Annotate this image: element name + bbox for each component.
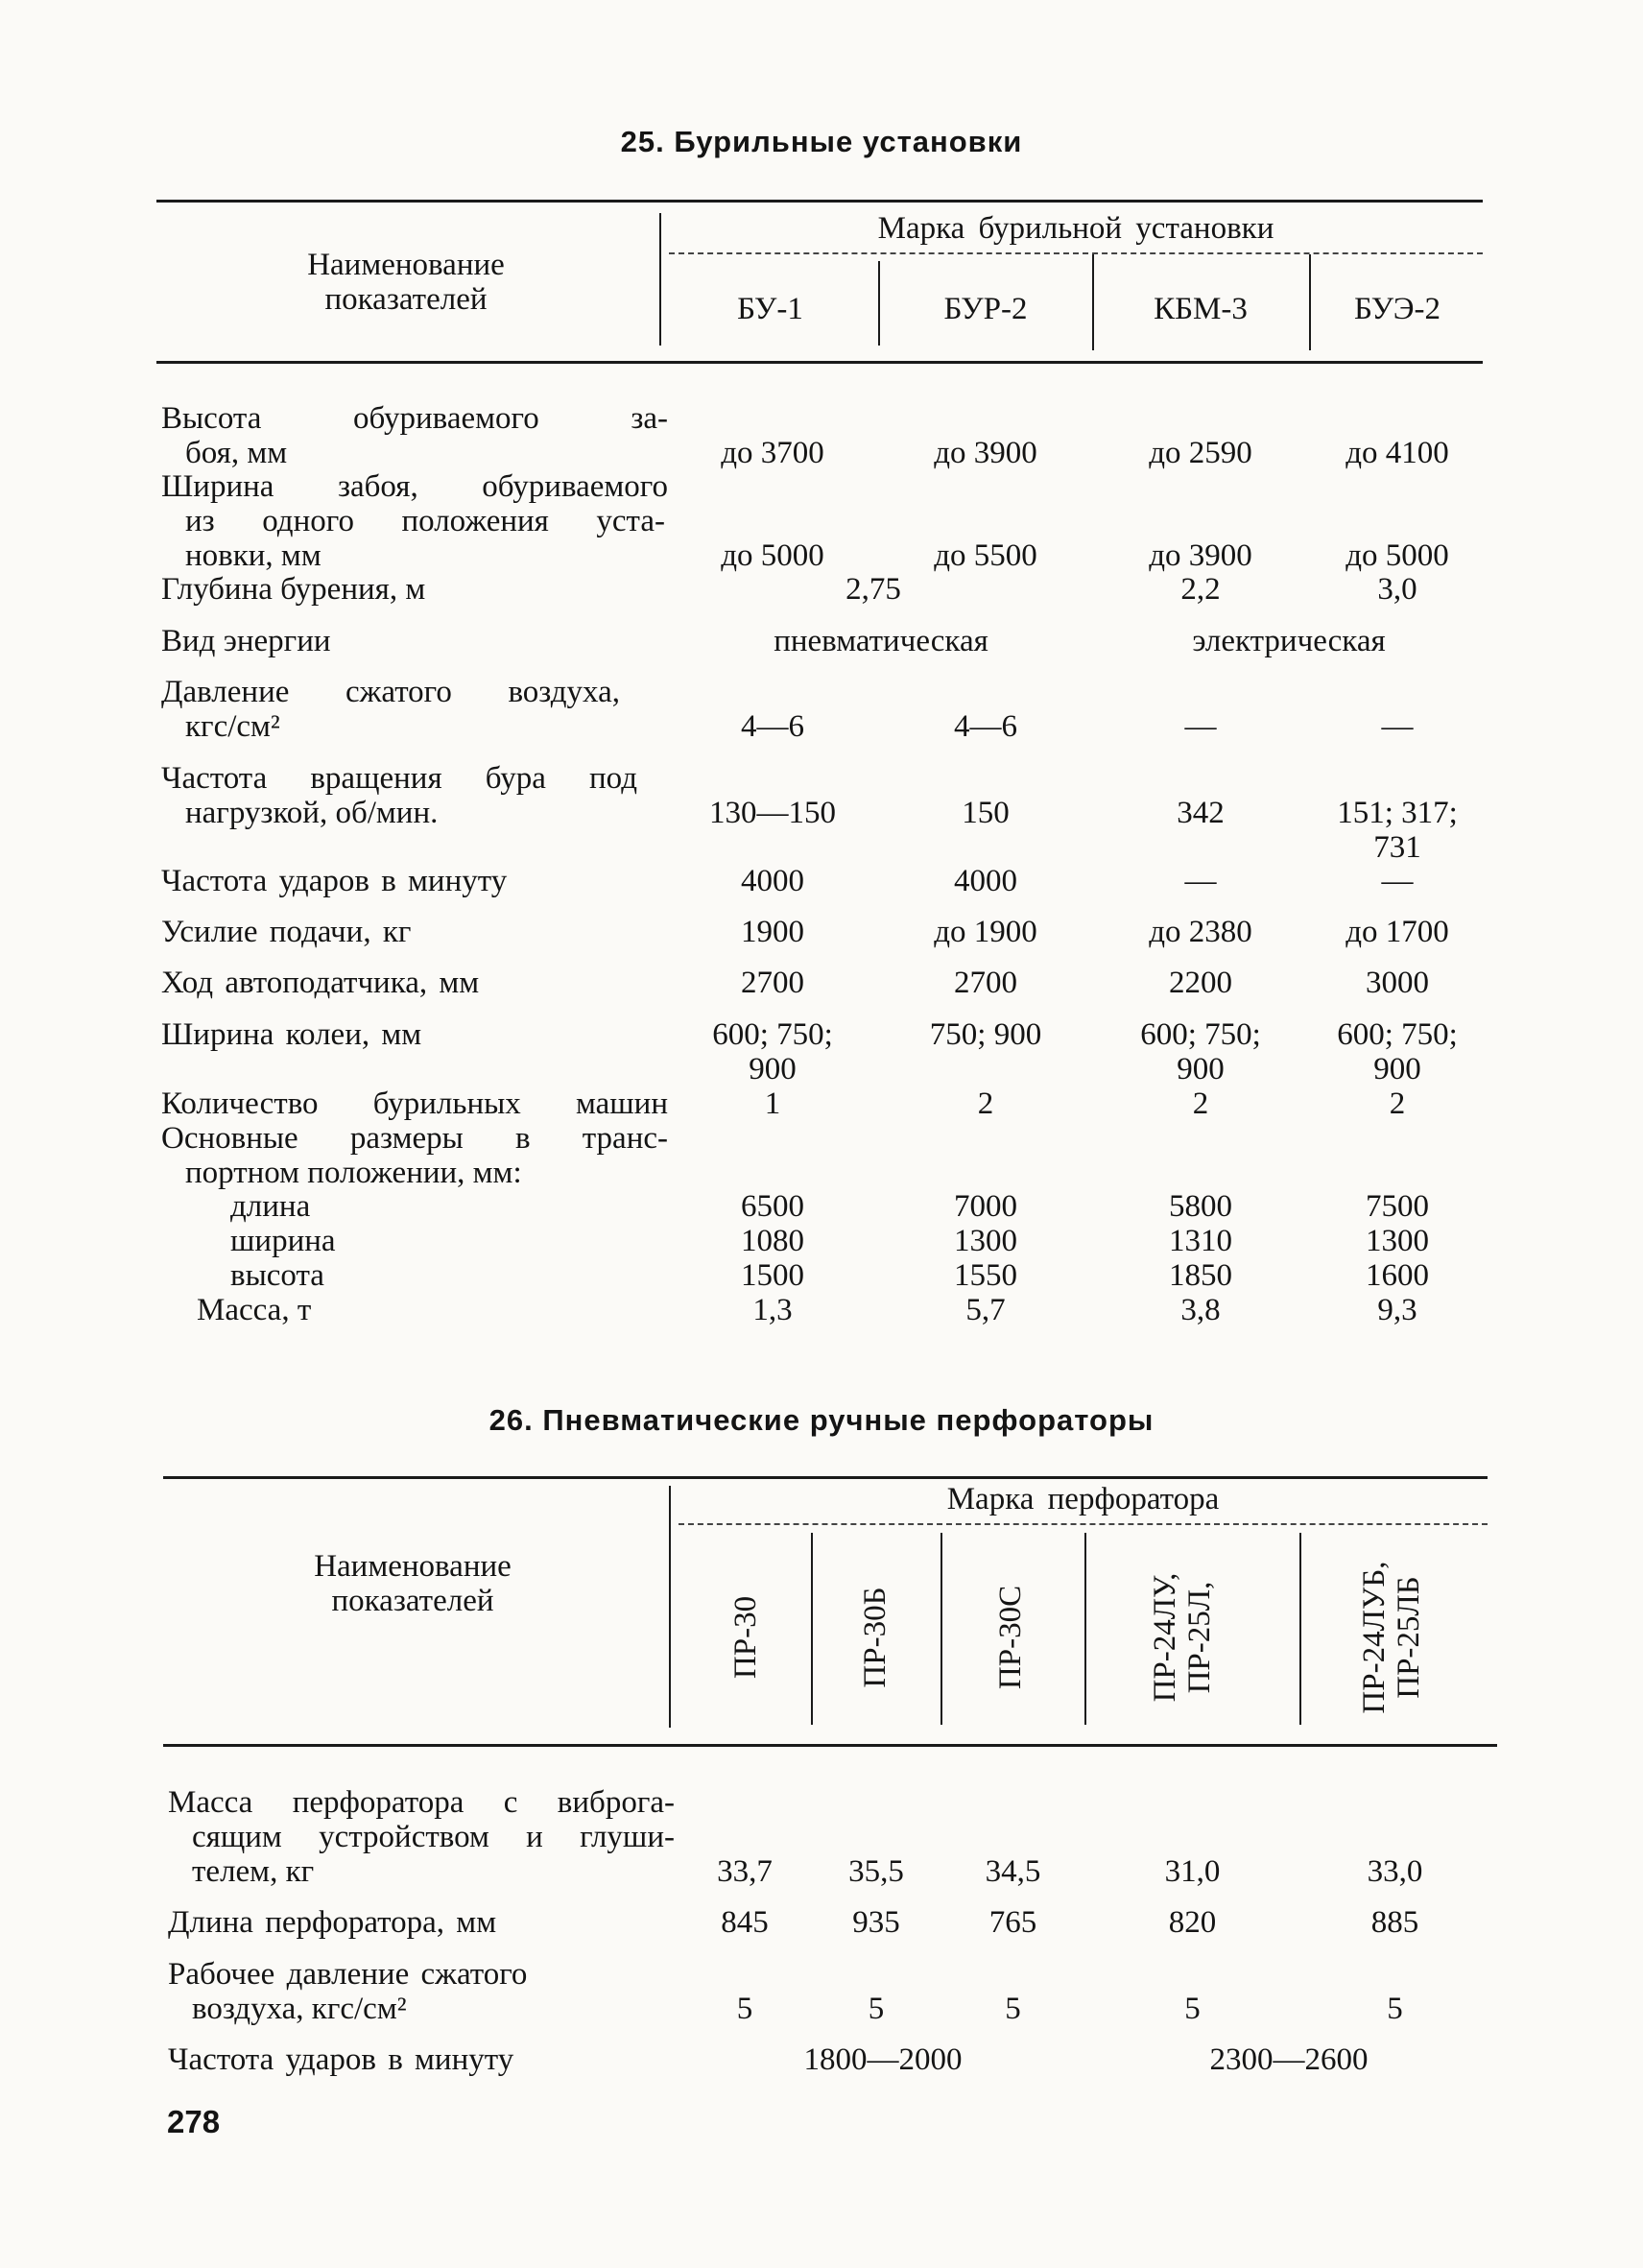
table-cell: до 5500 [934, 538, 1037, 573]
table-cell: 4000 [741, 864, 804, 898]
table-cell: 5 [736, 1992, 753, 2026]
table-cell: 1080 [741, 1224, 804, 1258]
table26-col-divider [811, 1533, 813, 1725]
table-cell: 5 [868, 1992, 885, 2026]
table-cell: 1500 [741, 1258, 804, 1293]
row-label: кгс/см² [185, 709, 280, 744]
table-cell: 1 [764, 1086, 781, 1121]
row-label: боя, мм [185, 436, 288, 470]
table-cell: 130—150 [709, 796, 836, 830]
column-header-bur2: БУР-2 [943, 292, 1028, 326]
table25-header-rule [156, 361, 1483, 364]
row-label: Масса, т [197, 1293, 312, 1327]
table-cell: 1300 [954, 1224, 1017, 1258]
table26-title: 26. Пневматические ручные перфораторы [488, 1403, 1155, 1437]
table-cell: — [1184, 864, 1217, 898]
table26-group-header: Марка перфоратора [946, 1482, 1220, 1516]
table-cell: 2,2 [1180, 572, 1221, 607]
row-label: Количество бурильных машин [161, 1086, 668, 1121]
table-cell: 35,5 [848, 1854, 904, 1889]
table25-col-divider [1309, 254, 1311, 350]
table26-header-divider [669, 1486, 671, 1728]
row-label: Давление сжатого воздуха, [161, 675, 620, 709]
table-cell: 765 [988, 1905, 1037, 1940]
table-cell: до 1900 [934, 915, 1037, 949]
table-cell: до 5000 [1345, 538, 1449, 573]
table26-col-divider [941, 1533, 942, 1725]
page-number: 278 [167, 2104, 221, 2139]
table-cell: 600; 750; [712, 1017, 833, 1052]
table-cell: 342 [1177, 796, 1225, 830]
table25-title: 25. Бурильные установки [620, 125, 1023, 158]
column-header-bu1: БУ-1 [737, 292, 803, 326]
table25-group-header: Марка бурильной установки [877, 211, 1274, 246]
table-cell: 900 [749, 1052, 797, 1086]
row-label: из одного положения уста- [185, 504, 665, 538]
row-label: Основные размеры в транс- [161, 1121, 668, 1156]
table25-col-divider [1092, 254, 1094, 350]
table25-group-rule [669, 252, 1483, 254]
table-cell: 150 [962, 796, 1010, 830]
table-cell: до 1700 [1345, 915, 1449, 949]
table-cell: — [1184, 709, 1217, 744]
table-cell: 31,0 [1164, 1854, 1221, 1889]
table-cell: 4—6 [954, 709, 1017, 744]
table26-col-divider [1084, 1533, 1086, 1725]
row-label: Рабочее давление сжатого [168, 1957, 528, 1992]
table-cell: 5 [1184, 1992, 1201, 2026]
table-cell: 1300 [1366, 1224, 1429, 1258]
table-cell: 3,0 [1377, 572, 1417, 607]
table-cell: 3000 [1366, 966, 1429, 1000]
table-cell: 820 [1168, 1905, 1217, 1940]
row-label: Вид энергии [161, 624, 331, 658]
table-cell: 6500 [741, 1189, 804, 1224]
table-cell: 1900 [741, 915, 804, 949]
table-cell: 4000 [954, 864, 1017, 898]
row-label: Частота вращения бура под [161, 761, 637, 796]
table-cell: 600; 750; [1337, 1017, 1458, 1052]
table-cell: — [1381, 709, 1414, 744]
row-label: сящим устройством и глуши- [192, 1820, 675, 1854]
table-cell: 9,3 [1377, 1293, 1417, 1327]
row-label: высота [230, 1258, 324, 1293]
table26-name-header: Наименование показателей [314, 1549, 512, 1618]
table-cell: 4—6 [741, 709, 804, 744]
table-cell: 2300—2600 [1209, 2042, 1369, 2077]
table-cell: 1600 [1366, 1258, 1429, 1293]
row-label: длина [230, 1189, 311, 1224]
row-label: Частота ударов в минуту [161, 864, 508, 898]
table-cell: 2 [1389, 1086, 1406, 1121]
table-cell: — [1381, 864, 1414, 898]
table-cell: до 2380 [1149, 915, 1252, 949]
row-label: Глубина бурения, м [161, 572, 426, 607]
table-cell: 2,75 [845, 572, 901, 607]
row-label: Длина перфоратора, мм [168, 1905, 497, 1940]
table-cell: 1,3 [752, 1293, 793, 1327]
table-cell: до 2590 [1149, 436, 1252, 470]
table26-col-divider [1299, 1533, 1301, 1725]
table-cell: 1850 [1169, 1258, 1232, 1293]
row-label: Масса перфоратора с виброга- [168, 1785, 675, 1820]
table-cell: до 4100 [1345, 436, 1449, 470]
table-cell: 2 [1192, 1086, 1209, 1121]
row-label: воздуха, кгс/см² [192, 1992, 407, 2026]
table25-name-header: Наименование показателей [307, 248, 505, 317]
row-label: ширина [230, 1224, 336, 1258]
table-cell: 5,7 [965, 1293, 1006, 1327]
table-cell: до 3900 [1149, 538, 1252, 573]
column-header-pr30: ПР-30 [728, 1595, 763, 1680]
table25-col-divider [878, 261, 880, 346]
table-cell: 845 [721, 1905, 769, 1940]
table26-header-rule [163, 1744, 1497, 1747]
table-cell: 2700 [741, 966, 804, 1000]
column-header-kbm3: КБМ-3 [1154, 292, 1248, 326]
table-cell: 731 [1373, 830, 1421, 865]
row-label: портном положении, мм: [185, 1156, 522, 1190]
table-cell: 2700 [954, 966, 1017, 1000]
row-label: нагрузкой, об/мин. [185, 796, 439, 830]
column-header-pr30b: ПР-30Б [858, 1587, 893, 1688]
table25-top-rule [156, 200, 1483, 203]
row-label: Частота ударов в минуту [168, 2042, 514, 2077]
table26-group-rule [679, 1523, 1488, 1525]
table-cell: 935 [852, 1905, 900, 1940]
table25-header-divider [659, 213, 661, 346]
table26-top-rule [163, 1476, 1488, 1479]
table-cell: до 3700 [721, 436, 824, 470]
table-cell: 2 [977, 1086, 994, 1121]
row-label: Ширина колеи, мм [161, 1017, 422, 1052]
table-cell: 1800—2000 [803, 2042, 963, 2077]
table-cell: 5 [1387, 1992, 1403, 2026]
column-header-pr30s: ПР-30С [993, 1585, 1028, 1690]
table-cell: до 3900 [934, 436, 1037, 470]
row-label: телем, кг [192, 1854, 315, 1889]
table-cell: 900 [1177, 1052, 1225, 1086]
row-label: Усилие подачи, кг [161, 915, 412, 949]
table-cell: 1550 [954, 1258, 1017, 1293]
row-label: Высота обуриваемого за- [161, 401, 668, 436]
table-cell: до 5000 [721, 538, 824, 573]
table-cell: электрическая [1192, 624, 1386, 658]
table-cell: 2200 [1169, 966, 1232, 1000]
table-cell: 885 [1370, 1905, 1419, 1940]
table-cell: 600; 750; [1140, 1017, 1261, 1052]
table-cell: 5 [1005, 1992, 1021, 2026]
table-cell: 750; 900 [929, 1017, 1042, 1052]
table-cell: 7000 [954, 1189, 1017, 1224]
column-header-bue2: БУЭ-2 [1354, 292, 1441, 326]
table-cell: 3,8 [1180, 1293, 1221, 1327]
table-cell: 7500 [1366, 1189, 1429, 1224]
table-cell: 5800 [1169, 1189, 1232, 1224]
table-cell: 33,0 [1367, 1854, 1423, 1889]
row-label: Ход автоподатчика, мм [161, 966, 480, 1000]
table-cell: пневматическая [774, 624, 988, 658]
table-cell: 33,7 [717, 1854, 773, 1889]
table-cell: 151; 317; [1337, 796, 1458, 830]
table-cell: 34,5 [985, 1854, 1041, 1889]
row-label: Ширина забоя, обуриваемого [161, 469, 668, 504]
table-cell: 1310 [1169, 1224, 1232, 1258]
table-cell: 900 [1373, 1052, 1421, 1086]
column-header-pr24lub-pr25lb: ПР-24ЛУБ, ПР-25ЛБ [1357, 1561, 1426, 1714]
row-label: новки, мм [185, 538, 321, 573]
column-header-pr24lu-pr25l: ПР-24ЛУ, ПР-25Л, [1148, 1572, 1217, 1703]
